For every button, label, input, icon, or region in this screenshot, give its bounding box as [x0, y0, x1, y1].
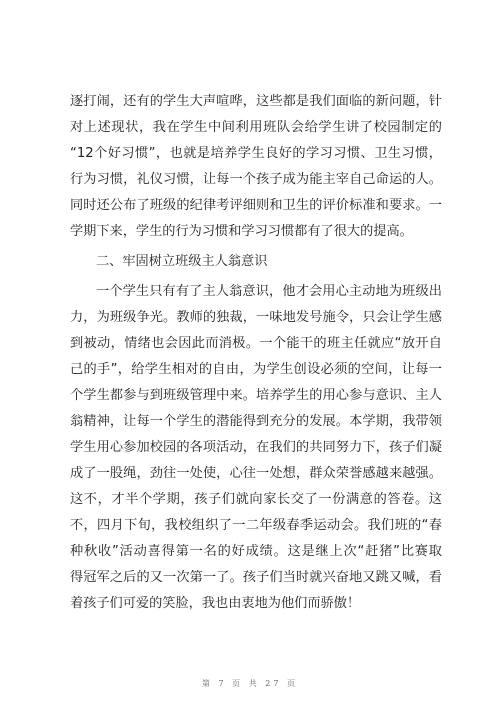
text-line: 种秋收”活动喜得第一名的好成绩。这是继上次“赶猪”比赛取	[70, 544, 442, 559]
text-line: 到被动，情绪也会因此而消极。一个能干的班主任就应“放开自	[70, 336, 442, 351]
text-line: 行为习惯，礼仪习惯，让每一个孩子成为能主宰自己命运的人。	[70, 172, 442, 187]
paragraph-1	[70, 89, 442, 245]
text-line: 着孩子们可爱的笑脸，我也由衷地为他们而骄傲！	[70, 596, 361, 611]
text-line: 对上述现状，我在学生中间利用班队会给学生讲了校园制定的	[70, 120, 442, 135]
section-heading: 二、牢固树立班级主人翁意识	[96, 254, 268, 269]
document-body	[70, 89, 442, 617]
text-line: 个学生都参与到班级管理中来。培养学生的用心参与意识、主人	[70, 388, 442, 403]
text-line: 学期下来，学生的行为习惯和学习习惯都有了很大的提高。	[70, 224, 413, 239]
text-line: “12个好习惯”，也就是培养学生良好的学习习惯、卫生习惯，	[70, 146, 442, 161]
text-line: 不，四月下旬，我校组织了一二年级春季运动会。我们班的“春	[70, 518, 442, 533]
text-line: 学生用心参加校园的各项活动，在我们的共同努力下，孩子们凝	[70, 440, 442, 455]
text-line: 翁精神，让每一个学生的潜能得到充分的发展。本学期，我带领	[70, 414, 442, 429]
page-number-footer: 第 7 页 共 27 页	[202, 679, 298, 688]
text-line: 成了一股绳，劲往一处使，心往一处想，群众荣誉感越来越强。	[70, 466, 442, 481]
text-line: 同时还公布了班级的纪律考评细则和卫生的评价标准和要求。一	[70, 198, 442, 213]
text-line: 一个学生只有有了主人翁意识，他才会用心主动地为班级出	[96, 284, 442, 299]
text-line: 得冠军之后的又一次第一了。孩子们当时就兴奋地又跳又喊，看	[70, 570, 442, 585]
text-line: 逐打闹，还有的学生大声喧哗，这些都是我们面临的新问题，针	[70, 94, 442, 109]
text-line: 这不，才半个学期，孩子们就向家长交了一份满意的答卷。这	[70, 492, 442, 507]
text-line: 己的手”，给学生相对的自由，为学生创设必须的空间，让每一	[70, 362, 442, 377]
paragraph-2	[70, 279, 442, 617]
text-line: 力，为班级争光。教师的独裁，一味地发号施令，只会让学生感	[70, 310, 442, 325]
